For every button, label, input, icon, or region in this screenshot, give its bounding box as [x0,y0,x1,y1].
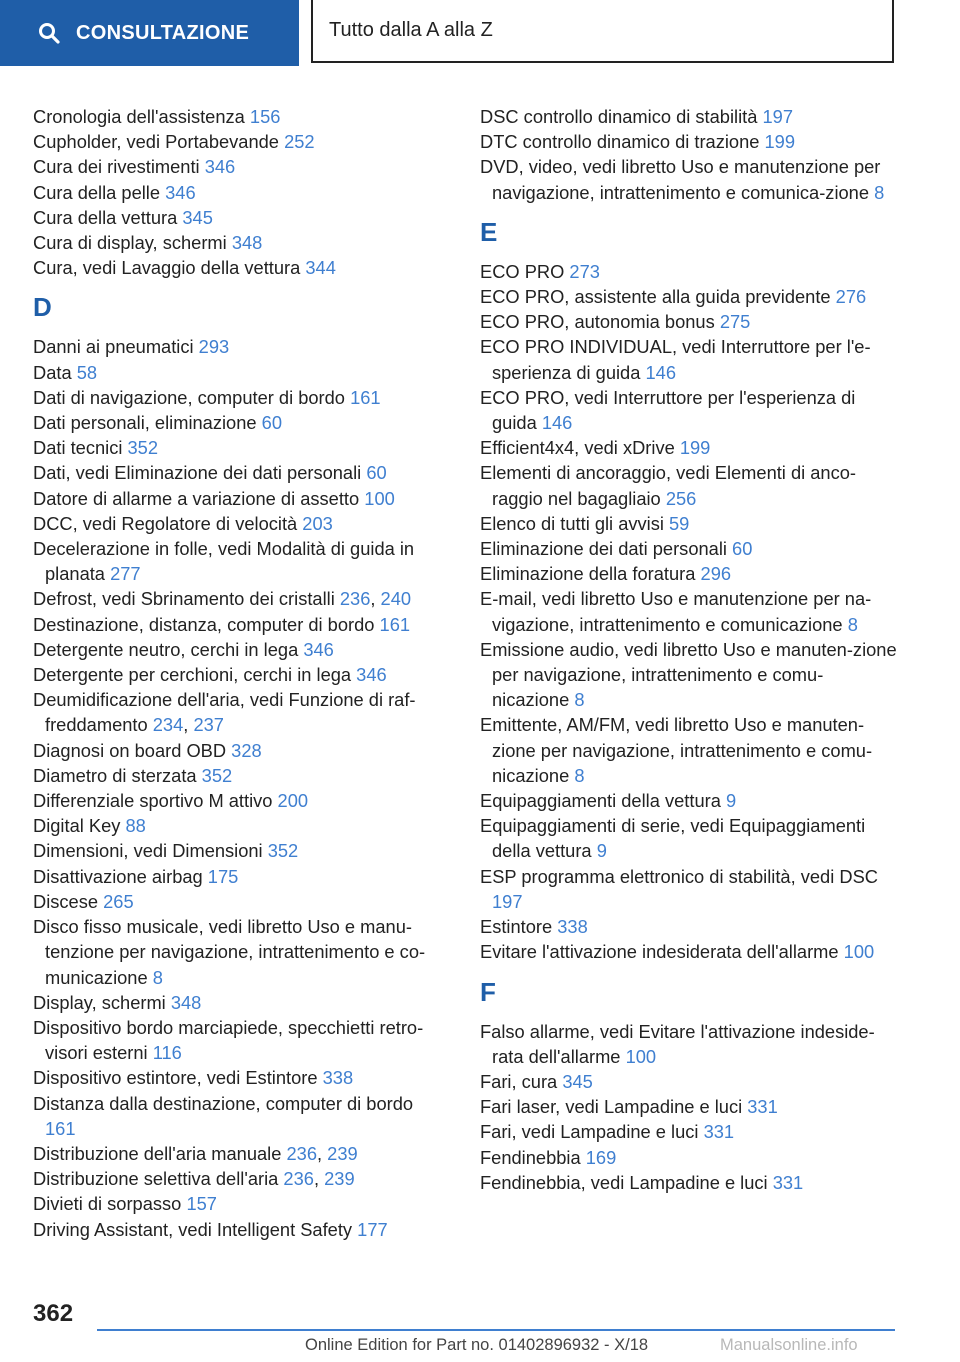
page-link[interactable]: 348 [170,991,202,1013]
page-link[interactable]: 345 [182,206,213,228]
index-entry [33,180,443,205]
page-link[interactable]: 348 [231,232,263,254]
page-link[interactable]: 60 [732,538,753,560]
index-entry-text: Defrost, vedi Sbrinamento dei cristalli [33,588,335,610]
index-entry [480,129,900,154]
page-link[interactable]: 161 [350,386,381,408]
page-link[interactable]: 239 [327,1142,358,1164]
index-entry [480,1119,900,1144]
page-link[interactable]: 296 [700,563,732,585]
page-link[interactable]: 8 [847,613,858,635]
index-entry-text: Elementi di ancoraggio, vedi Elementi di anco‐raggio nel bagagliaio [480,462,856,509]
edition-text: Online Edition for Part no. 01402896932 - X/18 [305,1336,649,1354]
index-entry-text: Emissione audio, vedi libretto Uso e manuten‐zione per navigazione, intrattenimento e comu‐nicazione [480,638,897,711]
index-entry-text: Distribuzione selettiva dell'aria [33,1168,279,1190]
index-entry [33,511,443,536]
page-link[interactable]: 236 [339,588,371,610]
page-link[interactable]: 59 [669,512,690,534]
page-link[interactable]: 239 [324,1168,355,1190]
index-entry-text: DCC, vedi Regolatore di velocità [33,512,298,534]
index-letter-heading: F [480,976,496,1007]
index-entry-text: Fari laser, vedi Lampadine e luci [480,1096,743,1118]
index-entry-text: ECO PRO, vedi Interruttore per l'esperienza di guida [480,386,856,434]
page-link[interactable]: 345 [562,1070,593,1092]
index-entry [480,813,900,863]
index-entry [33,334,443,359]
page-link[interactable]: 169 [585,1146,617,1168]
index-entry-text: ECO PRO [480,260,565,282]
index-entry [33,1091,443,1141]
page-link[interactable]: 146 [541,412,573,434]
index-entry-text: Differenziale sportivo M attivo [33,790,273,812]
index-entry [480,712,900,788]
page-link[interactable]: 8 [874,181,885,203]
index-entry-text: Disattivazione airbag [33,865,203,887]
index-entry [480,561,900,586]
index-entry-text: Eliminazione dei dati personali [480,538,727,560]
index-entry-text: Cura, vedi Lavaggio della vettura [33,257,301,279]
page-link[interactable]: 177 [357,1218,388,1240]
page-link[interactable]: 60 [366,462,387,484]
index-entry-text: Dati di navigazione, computer di bordo [33,386,345,408]
index-entry [33,536,443,586]
index-entry [480,864,900,914]
index-entry-text: DVD, video, vedi libretto Uso e manutenzione per navigazione, intrattenimento e comunica‐zione [480,156,881,203]
page-link[interactable]: 352 [267,840,299,862]
search-icon [38,22,60,44]
index-entry-text: DSC controllo dinamico di stabilità [480,106,758,127]
index-entry [480,435,900,460]
page-link[interactable]: 352 [201,764,233,786]
tab-consultazione[interactable] [0,0,299,66]
page-link[interactable]: 331 [772,1171,804,1193]
page-link[interactable]: 240 [380,588,412,610]
index-entry [480,914,900,939]
index-entry-text: Detergente per cerchioni, cerchi in lega [33,664,352,686]
index-entry [480,1094,900,1119]
index-entry [33,129,443,154]
index-entry-text: Danni ai pneumatici [33,336,194,358]
index-entry-text: ECO PRO INDIVIDUAL, vedi Interruttore per l'e‐sperienza di guida [480,336,871,383]
page-link[interactable]: 237 [193,714,224,736]
index-entry [480,637,900,713]
index-entry-text: Disco fisso musicale, vedi libretto Uso e manu‐tenzione per navigazione, intrattenimento e co‐municazione [33,916,426,988]
page-header [0,0,960,66]
page-link[interactable]: 58 [76,361,98,383]
footer-divider [97,1329,895,1331]
index-entry [33,104,443,129]
index-column-right [480,104,900,1195]
index-entry [33,838,443,863]
page-link[interactable]: 236 [283,1168,314,1190]
index-entry [33,662,443,687]
index-entry [480,385,900,435]
index-entry [33,460,443,485]
index-entry-text: Cura della vettura [33,206,178,228]
index-entry-text: Datore di allarme a variazione di assetto [33,487,360,509]
page-link[interactable]: 88 [125,815,146,837]
page-link[interactable]: 8 [574,764,585,786]
page-link[interactable]: 346 [204,156,236,178]
index-entry [33,486,443,511]
page-link[interactable]: 146 [645,361,676,383]
index-entry [33,360,443,385]
page-link[interactable]: 276 [835,286,867,308]
index-entry-text: Eliminazione della foratura [480,563,696,585]
page-link[interactable]: 175 [207,865,239,887]
page-link[interactable]: 344 [305,257,336,279]
index-entry [480,788,900,813]
page-link[interactable]: 100 [625,1045,657,1067]
page-link[interactable]: 100 [364,487,395,509]
page-link[interactable]: 197 [492,890,523,912]
page-link[interactable]: 273 [569,260,600,282]
page-link[interactable]: 199 [764,131,796,153]
index-entry [480,309,900,334]
index-entry: Deumidificazione dell'aria, vedi Funzione di raf‐freddamento 234, 237 [33,689,416,736]
index-entry-text: Diametro di sterzata [33,764,197,786]
page-link[interactable]: 203 [302,512,333,534]
page-number: 362 [33,1300,74,1327]
page-link[interactable]: 265 [103,890,134,912]
page-link[interactable]: 8 [152,966,163,988]
index-entry [480,1145,900,1170]
index-entry [33,990,443,1015]
page-link[interactable]: 252 [284,131,315,153]
index-entry-text: Dati tecnici [33,437,123,459]
index-entry [33,763,443,788]
page-link[interactable]: 9 [725,790,737,812]
page-link[interactable]: 346 [356,664,387,686]
index-entry [33,914,443,990]
index-entry [33,230,443,255]
page-link[interactable]: 236 [286,1142,317,1164]
index-entry [33,637,443,662]
index-entry-text: Destinazione, distanza, computer di bordo [33,613,375,635]
index-entry-text: ECO PRO, assistente alla guida previdente [480,286,831,308]
index-entry-text: Efficient4x4, vedi xDrive [480,437,675,459]
index-entry: Distribuzione dell'aria manuale 236, 239 [33,1142,358,1164]
index-entry [480,586,900,636]
index-entry [480,104,900,129]
section-label: CONSULTAZIONE [76,21,250,44]
index-entry [33,1065,443,1090]
index-entry [480,334,900,384]
index-entry-text: E-mail, vedi libretto Uso e manutenzione per na‐vigazione, intrattenimento e comunicazione [480,588,872,635]
index-entry-text: ESP programma elettronico di stabilità, vedi DSC [480,865,878,887]
index-entry [480,939,900,964]
index-entry-text: Distribuzione dell'aria manuale [33,1142,282,1164]
page-link[interactable]: 256 [665,487,697,509]
index-entry [480,284,900,309]
index-entry-text: Diagnosi on board OBD [33,739,227,761]
page-link[interactable]: 293 [198,336,230,358]
index-entry [33,255,443,280]
index-entry-text: Fendinebbia [480,1146,581,1168]
page-link[interactable]: 116 [152,1042,182,1064]
page-link[interactable]: 338 [557,916,588,938]
index-entry-text: Elenco di tutti gli avvisi [480,512,664,534]
index-entry-text: Discese [33,890,99,912]
index-entry-text: Cronologia dell'assistenza [33,106,245,127]
index-entry [33,435,443,460]
index-entry [480,511,900,536]
index-entry-text: Fari, vedi Lampadine e luci [480,1121,699,1143]
index-entry-text: Evitare l'attivazione indesiderata dell'allarme [480,941,839,963]
index-entry [33,205,443,230]
index-entry-text: Emittente, AM/FM, vedi libretto Uso e manuten‐zione per navigazione, intrattenimento e comu‐nicazione [480,714,873,786]
index-entry-text: Decelerazione in folle, vedi Modalità di guida in planata [33,538,415,585]
page-link[interactable]: 331 [747,1096,778,1118]
page-link[interactable]: 9 [596,840,607,862]
index-entry-text: Fendinebbia, vedi Lampadine e luci [480,1171,768,1193]
page-link[interactable]: 328 [231,739,262,761]
index-entry [480,1019,900,1069]
page-link[interactable]: 338 [322,1067,354,1089]
page-link[interactable]: 199 [679,437,711,459]
index-entry-text: Driving Assistant, vedi Intelligent Safety [33,1218,353,1240]
index-column-left [33,104,443,1242]
page-link[interactable]: 161 [379,613,411,635]
index-entry-text: Cura di display, schermi [33,232,227,254]
index-entry [480,259,900,284]
index-entry-text: DTC controllo dinamico di trazione [480,131,760,153]
page-link[interactable]: 156 [249,106,281,127]
index-entry-text: Detergente neutro, cerchi in lega [33,638,299,660]
index-entry-text: Display, schermi [33,991,166,1013]
index-entry [33,738,443,763]
page-link[interactable]: 157 [186,1193,217,1215]
index-entry-text: Dati, vedi Eliminazione dei dati personali [33,462,362,484]
index-entry [480,154,900,204]
index-entry [480,1170,900,1195]
page-link[interactable]: 275 [719,311,751,333]
index-entry-text: Dati personali, eliminazione [33,412,257,434]
page-link[interactable]: 8 [574,689,585,711]
index-entry-text: Estintore [480,916,553,938]
index-entry [33,154,443,179]
index-entry [33,1217,443,1242]
index-entry-text: Cura della pelle [33,181,161,203]
index-letter-heading: E [480,216,498,247]
index-entry [480,1069,900,1094]
index-entry [33,1191,443,1216]
index-entry-text: Cupholder, vedi Portabevande [33,131,279,153]
index-entry [33,864,443,889]
index-entry [33,1015,443,1065]
index-entry-text: Equipaggiamenti di serie, vedi Equipaggiamenti della vettura [480,815,866,862]
chapter-label: Tutto dalla A alla Z [329,19,493,41]
index-entry: Defrost, vedi Sbrinamento dei cristalli 236, 240 [33,588,412,610]
page-link[interactable]: 200 [277,790,309,812]
watermark-text: Manualsonline.info [720,1336,858,1354]
index-entry-text: ECO PRO, autonomia bonus [480,311,715,333]
page-link[interactable]: 60 [261,412,282,434]
page-link[interactable]: 346 [165,181,196,203]
index-entry-text: Falso allarme, vedi Evitare l'attivazione indeside‐rata dell'allarme [480,1020,875,1067]
index-entry [33,889,443,914]
index-entry [33,788,443,813]
page-link[interactable]: 234 [152,714,184,736]
page-link[interactable]: 161 [45,1117,76,1139]
index-entry [33,612,443,637]
index-entry-text: Equipaggiamenti della vettura [480,790,721,812]
index-entry-text: Data [33,361,72,383]
index-entry-text: Dimensioni, vedi Dimensioni [33,840,263,862]
index-letter-heading: D [33,292,52,323]
page-link[interactable]: 100 [843,941,875,963]
index-entry [33,813,443,838]
page-link[interactable]: 331 [703,1121,735,1143]
index-entry-text: Deumidificazione dell'aria, vedi Funzione di raf‐freddamento [33,689,416,736]
index-entry [33,410,443,435]
tab-tutto-az[interactable] [311,0,894,63]
page-link[interactable]: 352 [127,437,159,459]
index-entry-text: Distanza dalla destinazione, computer di bordo [33,1092,414,1114]
index-entry-text: Cura dei rivestimenti [33,156,200,178]
index-entry [480,536,900,561]
index-entry-text: Divieti di sorpasso [33,1193,182,1215]
page-link[interactable]: 277 [110,563,141,585]
index-entry-text: Dispositivo estintore, vedi Estintore [33,1067,318,1089]
index-entry-text: Dispositivo bordo marciapiede, specchietti retro‐visori esterni [33,1016,424,1064]
index-entry [480,460,900,510]
page-link[interactable]: 346 [303,638,334,660]
index-entry-text: Fari, cura [480,1070,558,1092]
index-entry: Distribuzione selettiva dell'aria 236, 239 [33,1168,355,1190]
index-entry-text: Digital Key [33,815,121,837]
index-entry [33,385,443,410]
page-link[interactable]: 197 [762,106,793,127]
